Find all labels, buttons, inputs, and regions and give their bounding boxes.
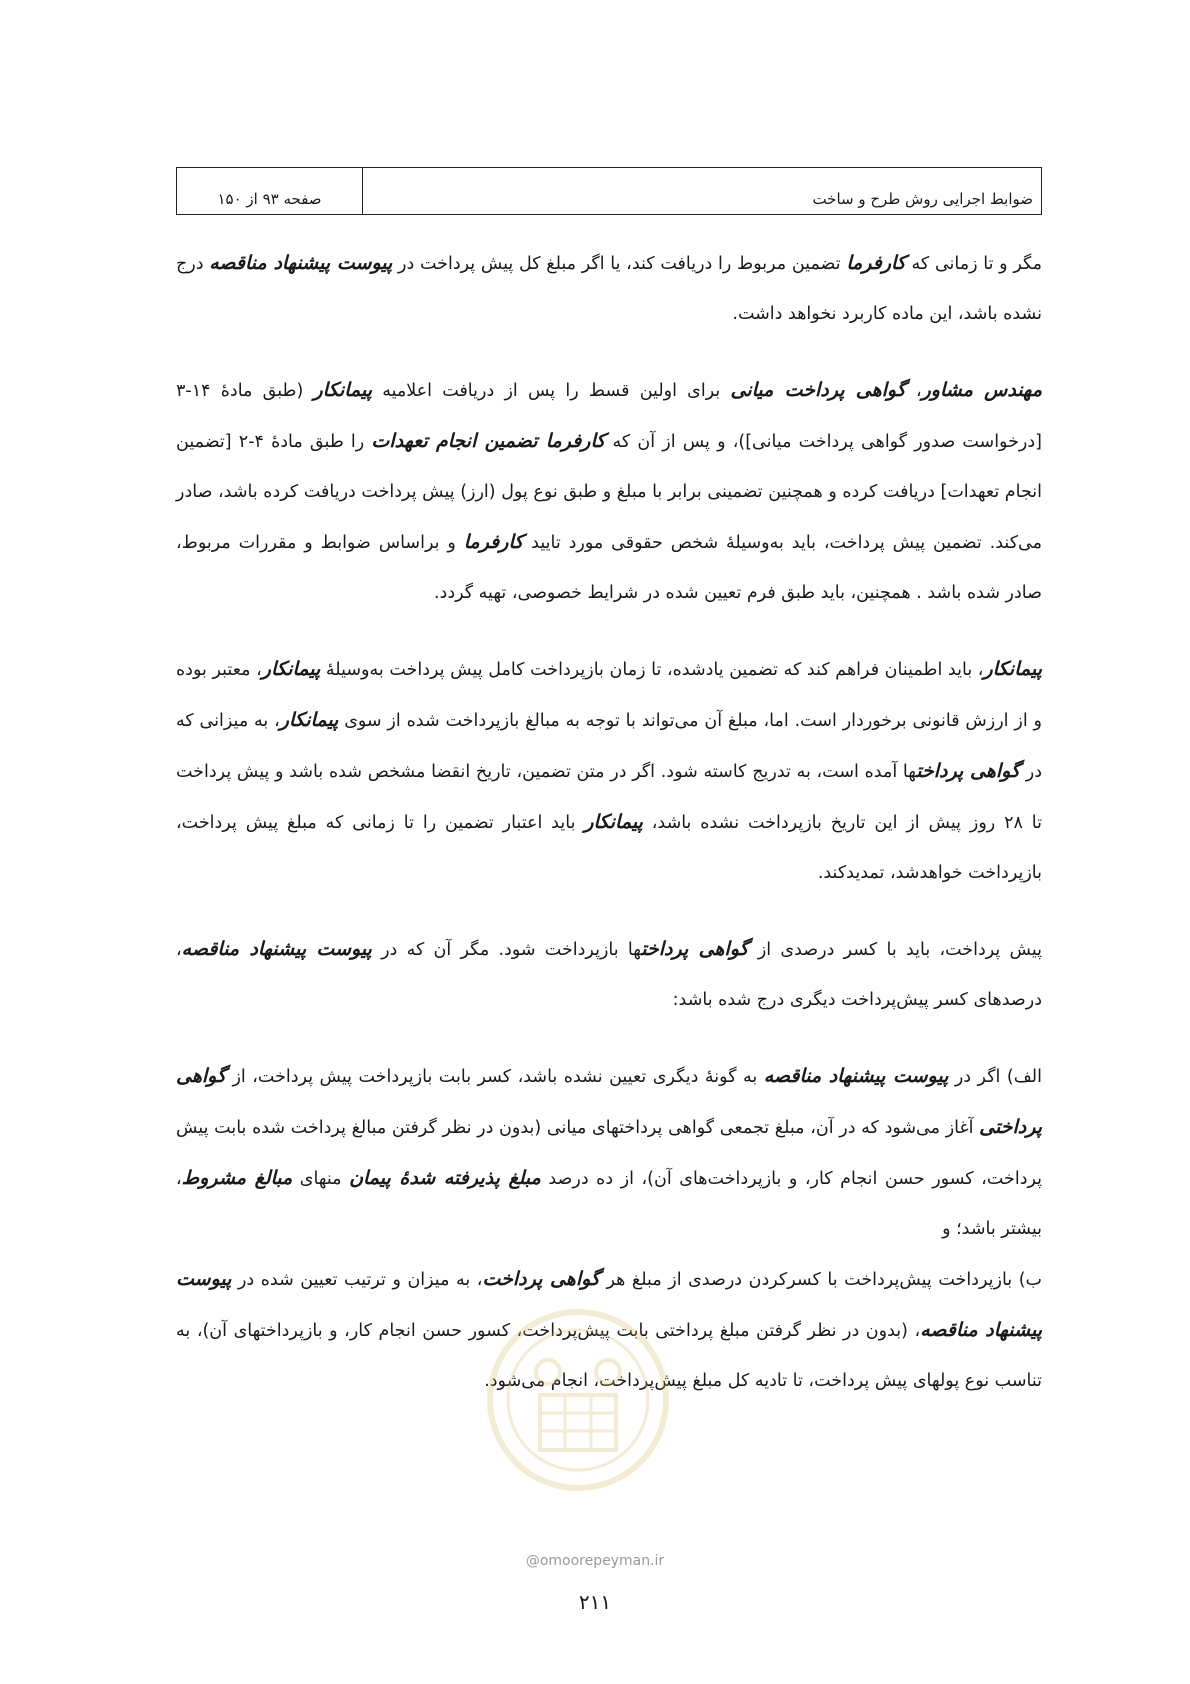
website-watermark: @omoorepeyman.ir: [525, 1553, 665, 1569]
paragraph-2: [176, 365, 1042, 618]
page-reference: صفحه ۹۳ از ۱۵۰: [177, 168, 363, 214]
text-run: به گونهٔ دیگری تعیین نشده باشد، کسر بابت بازپرداخت پیش پرداخت، از: [226, 1067, 764, 1087]
text-run: را طبق مادهٔ ۴-۲ [تضمین انجام تعهدات] دریافت کرده و همچنین تضمینی برابر با مبلغ و طبق نوع پول (ارز) پیش پرداخت دریافت کرده باشد، صادر می‌کند. تضمین پیش پرداخت، باید به‌وسیلهٔ شخص حقوقی مورد تایید: [176, 432, 1042, 553]
header-table: [176, 167, 1042, 215]
paragraph-5: [176, 1051, 1042, 1254]
text-run: ، باید اطمینان فراهم کند که تضمین یادشده، تا زمان بازپرداخت کامل پیش پرداخت به‌وسیلهٔ: [320, 660, 984, 680]
text-run: آغاز می‌شود که در آن، مبلغ تجمعی گواهی پرداختهای میانی (بدون در نظر گرفتن مبالغ پرداخت شده بابت پیش پرداخت، کسور حسن انجام کار، و بازپرداخت‌های آن)، از ده درصد: [176, 1118, 1043, 1189]
text-run: ، (بدون در نظر گرفتن مبلغ پرداختی بابت پیش‌پرداخت، کسور حسن انجام کار، و بازپرداختهای آن)، به تناسب نوع پولهای پیش پرداخت، تا تادیه کل مبلغ پیش‌پرداخت، انجام می‌شود.: [176, 1321, 1042, 1391]
text-run: الف) اگر در: [948, 1067, 1043, 1087]
text-run: ، درصدهای کسر پیش‌پرداخت دیگری درج شده باشد:: [176, 940, 1042, 1010]
text-run: (طبق مادهٔ ۱۴-۳ [درخواست صدور گواهی پرداخت میانی])، و پس از آن که: [176, 381, 1042, 452]
document-title: ضوابط اجرایی روش طرح و ساخت: [812, 190, 1033, 208]
text-run: درج نشده باشد، این ماده کاربرد نخواهد داشت.: [176, 254, 1042, 324]
text-run: ، به میزان و ترتیب تعیین شده در: [231, 1270, 483, 1290]
text-run: باید اعتبار تضمین را تا زمانی که مبلغ پیش پرداخت، بازپرداخت خواهدشد، تمدیدکند.: [176, 813, 1042, 883]
text-run: تضمین مربوط را دریافت کند، یا اگر مبلغ کل پیش پرداخت در: [392, 254, 847, 274]
defined-term: پیمانکار: [261, 658, 321, 680]
defined-term: گواهی پرداختی: [176, 1065, 1042, 1138]
page-number: ۲۱۱: [578, 1590, 612, 1614]
defined-term: گواهی پرداخت میانی: [730, 379, 906, 401]
defined-term: پیمانکار: [313, 379, 373, 401]
defined-term: پیوست پیشنهاد مناقصه: [763, 1065, 949, 1087]
defined-term: گواهی پرداخت: [482, 1268, 600, 1290]
body-text: [176, 238, 1042, 1432]
defined-term: پیوست پیشنهاد مناقصه: [209, 252, 393, 274]
defined-term: پیمانکار: [584, 811, 643, 833]
defined-term: مهندس مشاور: [921, 379, 1042, 401]
defined-term: مبالغ مشروط: [181, 1167, 293, 1189]
defined-term: پیمانکار: [983, 658, 1042, 680]
watermark-logo-icon: [478, 1300, 678, 1500]
defined-term: کارفرما تضمین انجام تعهدات: [371, 430, 606, 452]
paragraph-3: [176, 644, 1042, 898]
defined-term: گواهی پرداخت: [916, 760, 1021, 782]
defined-term: پیمانکار: [279, 709, 339, 731]
text-run: منهای: [292, 1169, 350, 1189]
text-run: ها آمده است، به تدریج کاسته شود. اگر در متن تضمین، تاریخ انقضا مشخص شده باشد و پیش پرداخت تا ۲۸ روز پیش از این تاریخ بازپرداخت نشده باشد،: [176, 762, 1042, 833]
paragraph-4: [176, 924, 1042, 1025]
defined-term: مبلغ پذیرفته شدهٔ پیمان: [349, 1167, 541, 1189]
defined-term: کارفرما: [846, 252, 906, 274]
text-run: ،: [905, 381, 922, 401]
text-run: ، معتبر بوده و از ارزش قانونی برخوردار است. اما، مبلغ آن می‌تواند با توجه به مبالغ بازپرداخت شده از سوی: [176, 660, 1042, 731]
text-run: ب) بازپرداخت پیش‌پرداخت با کسرکردن درصدی از مبلغ هر: [599, 1270, 1043, 1290]
text-run: ها بازپرداخت شود. مگر آن که در: [371, 940, 642, 960]
text-run: مگر و تا زمانی که: [905, 254, 1043, 274]
defined-term: پیوست پیشنهاد مناقصه: [176, 1268, 1042, 1341]
defined-term: کارفرما: [463, 531, 524, 553]
text-run: برای اولین قسط را پس از دریافت اعلامیه: [372, 381, 731, 401]
defined-term: پیوست پیشنهاد مناقصه: [181, 938, 372, 960]
paragraph-1: [176, 238, 1042, 339]
text-run: ، بیشتر باشد؛ و: [176, 1169, 1042, 1239]
text-run: پیش پرداخت، باید با کسر درصدی از: [748, 940, 1042, 960]
text-run: و براساس ضوابط و مقررات مربوط، صادر شده باشد . همچنین، باید طبق فرم تعیین شده در شرایط خصوصی، تهیه گردد.: [176, 533, 1042, 603]
defined-term: گواهی پرداخت: [641, 938, 749, 960]
text-run: ، به میزانی که در: [176, 711, 1042, 782]
